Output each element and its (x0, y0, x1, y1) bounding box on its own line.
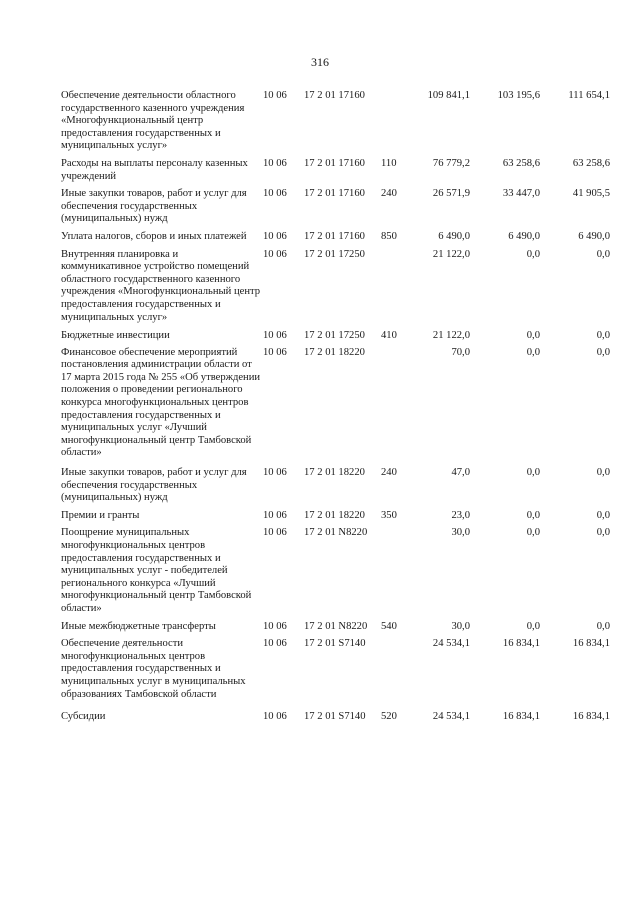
amount-year-1: 21 122,0 (432, 330, 470, 342)
expense-name: Субсидии (61, 711, 106, 723)
expense-name: Иные межбюджетные трансферты (61, 620, 216, 632)
expense-name: Уплата налогов, сборов и иных платежей (61, 230, 247, 242)
expense-name: Расходы на выплаты персоналу казенных учреждений (61, 157, 248, 182)
expense-name: Поощрение муниципальных многофункциональных центров предоставления государственных и муниципальных услуг - победителей регионального конкурса «Лучший многофункциональный центр Тамбовской области» (61, 527, 252, 614)
section-code: 10 06 (263, 527, 287, 539)
amount-year-3: 0,0 (596, 346, 610, 358)
amount-year-2: 16 834,1 (502, 711, 540, 723)
amount-year-2: 0,0 (526, 509, 540, 521)
section-code: 10 06 (263, 346, 287, 358)
amount-year-1: 26 571,9 (432, 188, 470, 200)
expense-type-code: 110 (381, 157, 397, 169)
target-code: 17 2 01 18220 (304, 346, 365, 358)
table-row (0, 621, 640, 634)
expense-type-code: 350 (381, 509, 397, 521)
table-row (0, 231, 640, 244)
expense-name: Обеспечение деятельности многофункциональных центров предоставления государственных и муниципальных услуг в муниципальных образованиях Тамбовской области (61, 638, 246, 700)
table-row (0, 711, 640, 724)
target-code: 17 2 01 17160 (304, 188, 365, 200)
amount-year-1: 23,0 (451, 509, 470, 521)
amount-year-1: 24 534,1 (432, 638, 470, 650)
section-code: 10 06 (263, 188, 287, 200)
section-code: 10 06 (263, 711, 287, 723)
expense-type-code: 520 (381, 711, 397, 723)
amount-year-2: 0,0 (526, 620, 540, 632)
target-code: 17 2 01 17250 (304, 248, 365, 260)
amount-year-2: 33 447,0 (502, 188, 540, 200)
amount-year-3: 41 905,5 (572, 188, 610, 200)
section-code: 10 06 (263, 509, 287, 521)
amount-year-2: 0,0 (526, 330, 540, 342)
table-row (0, 467, 640, 505)
amount-year-3: 0,0 (596, 467, 610, 479)
expense-type-code: 240 (381, 467, 397, 479)
amount-year-3: 0,0 (596, 509, 610, 521)
amount-year-2: 6 490,0 (508, 230, 540, 242)
expense-name: Финансовое обеспечение мероприятий постановления администрации области от 17 марта 2015 года № 255 «Об утверждении положения о проведении регионального конкурса многофункциональных центров предоставления государственных и муниципальных услуг «Лучший многофункциональный центр Тамбовской области» (61, 346, 261, 459)
expense-name: Бюджетные инвестиции (61, 330, 170, 342)
expense-type-code: 410 (381, 330, 397, 342)
budget-table (0, 90, 640, 724)
target-code: 17 2 01 18220 (304, 509, 365, 521)
table-row (0, 158, 640, 183)
amount-year-1: 30,0 (451, 620, 470, 632)
table-row (0, 249, 640, 325)
amount-year-3: 63 258,6 (572, 157, 610, 169)
amount-year-3: 0,0 (596, 330, 610, 342)
amount-year-1: 30,0 (451, 527, 470, 539)
page-number: 316 (311, 55, 329, 69)
expense-name: Внутренняя планировка и коммуникативное устройство помещений областного государственного казенного учреждения «Многофункциональный центр предоставления государственных и муниципальных услуг» (61, 248, 261, 323)
amount-year-2: 16 834,1 (502, 638, 540, 650)
amount-year-1: 21 122,0 (432, 248, 470, 260)
section-code: 10 06 (263, 467, 287, 479)
section-code: 10 06 (263, 157, 287, 169)
target-code: 17 2 01 17160 (304, 230, 365, 242)
table-row (0, 330, 640, 343)
target-code: 17 2 01 N8220 (304, 620, 368, 632)
table-row (0, 188, 640, 226)
target-code: 17 2 01 17160 (304, 157, 365, 169)
amount-year-2: 63 258,6 (502, 157, 540, 169)
section-code: 10 06 (263, 248, 287, 260)
table-row (0, 527, 640, 615)
amount-year-2: 0,0 (526, 346, 540, 358)
amount-year-2: 0,0 (526, 248, 540, 260)
amount-year-2: 0,0 (526, 467, 540, 479)
expense-type-code: 540 (381, 620, 397, 632)
table-row (0, 638, 640, 701)
target-code: 17 2 01 S7140 (304, 638, 366, 650)
amount-year-3: 6 490,0 (578, 230, 610, 242)
amount-year-1: 109 841,1 (427, 90, 470, 101)
target-code: 17 2 01 17160 (304, 90, 365, 101)
amount-year-2: 0,0 (526, 527, 540, 539)
table-row (0, 347, 640, 460)
expense-name: Иные закупки товаров, работ и услуг для обеспечения государственных (муниципальных) нужд (61, 467, 247, 504)
section-code: 10 06 (263, 230, 287, 242)
table-row (0, 90, 640, 153)
expense-name: Иные закупки товаров, работ и услуг для обеспечения государственных (муниципальных) нужд (61, 188, 247, 225)
amount-year-1: 47,0 (451, 467, 470, 479)
target-code: 17 2 01 N8220 (304, 527, 368, 539)
section-code: 10 06 (263, 330, 287, 342)
target-code: 17 2 01 S7140 (304, 711, 366, 723)
amount-year-3: 0,0 (596, 527, 610, 539)
amount-year-3: 16 834,1 (572, 638, 610, 650)
section-code: 10 06 (263, 638, 287, 650)
section-code: 10 06 (263, 620, 287, 632)
amount-year-3: 0,0 (596, 620, 610, 632)
table-row (0, 510, 640, 523)
expense-name: Премии и гранты (61, 509, 140, 521)
amount-year-3: 111 654,1 (568, 90, 610, 101)
expense-name: Обеспечение деятельности областного государственного казенного учреждения «Многофункциональный центр предоставления государственных и муниципальных услуг» (61, 90, 245, 152)
target-code: 17 2 01 18220 (304, 467, 365, 479)
amount-year-1: 6 490,0 (438, 230, 470, 242)
amount-year-1: 70,0 (451, 346, 470, 358)
target-code: 17 2 01 17250 (304, 330, 365, 342)
amount-year-1: 76 779,2 (432, 157, 470, 169)
amount-year-3: 0,0 (596, 248, 610, 260)
amount-year-2: 103 195,6 (497, 90, 540, 101)
expense-type-code: 240 (381, 188, 397, 200)
section-code: 10 06 (263, 90, 287, 101)
amount-year-3: 16 834,1 (572, 711, 610, 723)
expense-type-code: 850 (381, 230, 397, 242)
amount-year-1: 24 534,1 (432, 711, 470, 723)
